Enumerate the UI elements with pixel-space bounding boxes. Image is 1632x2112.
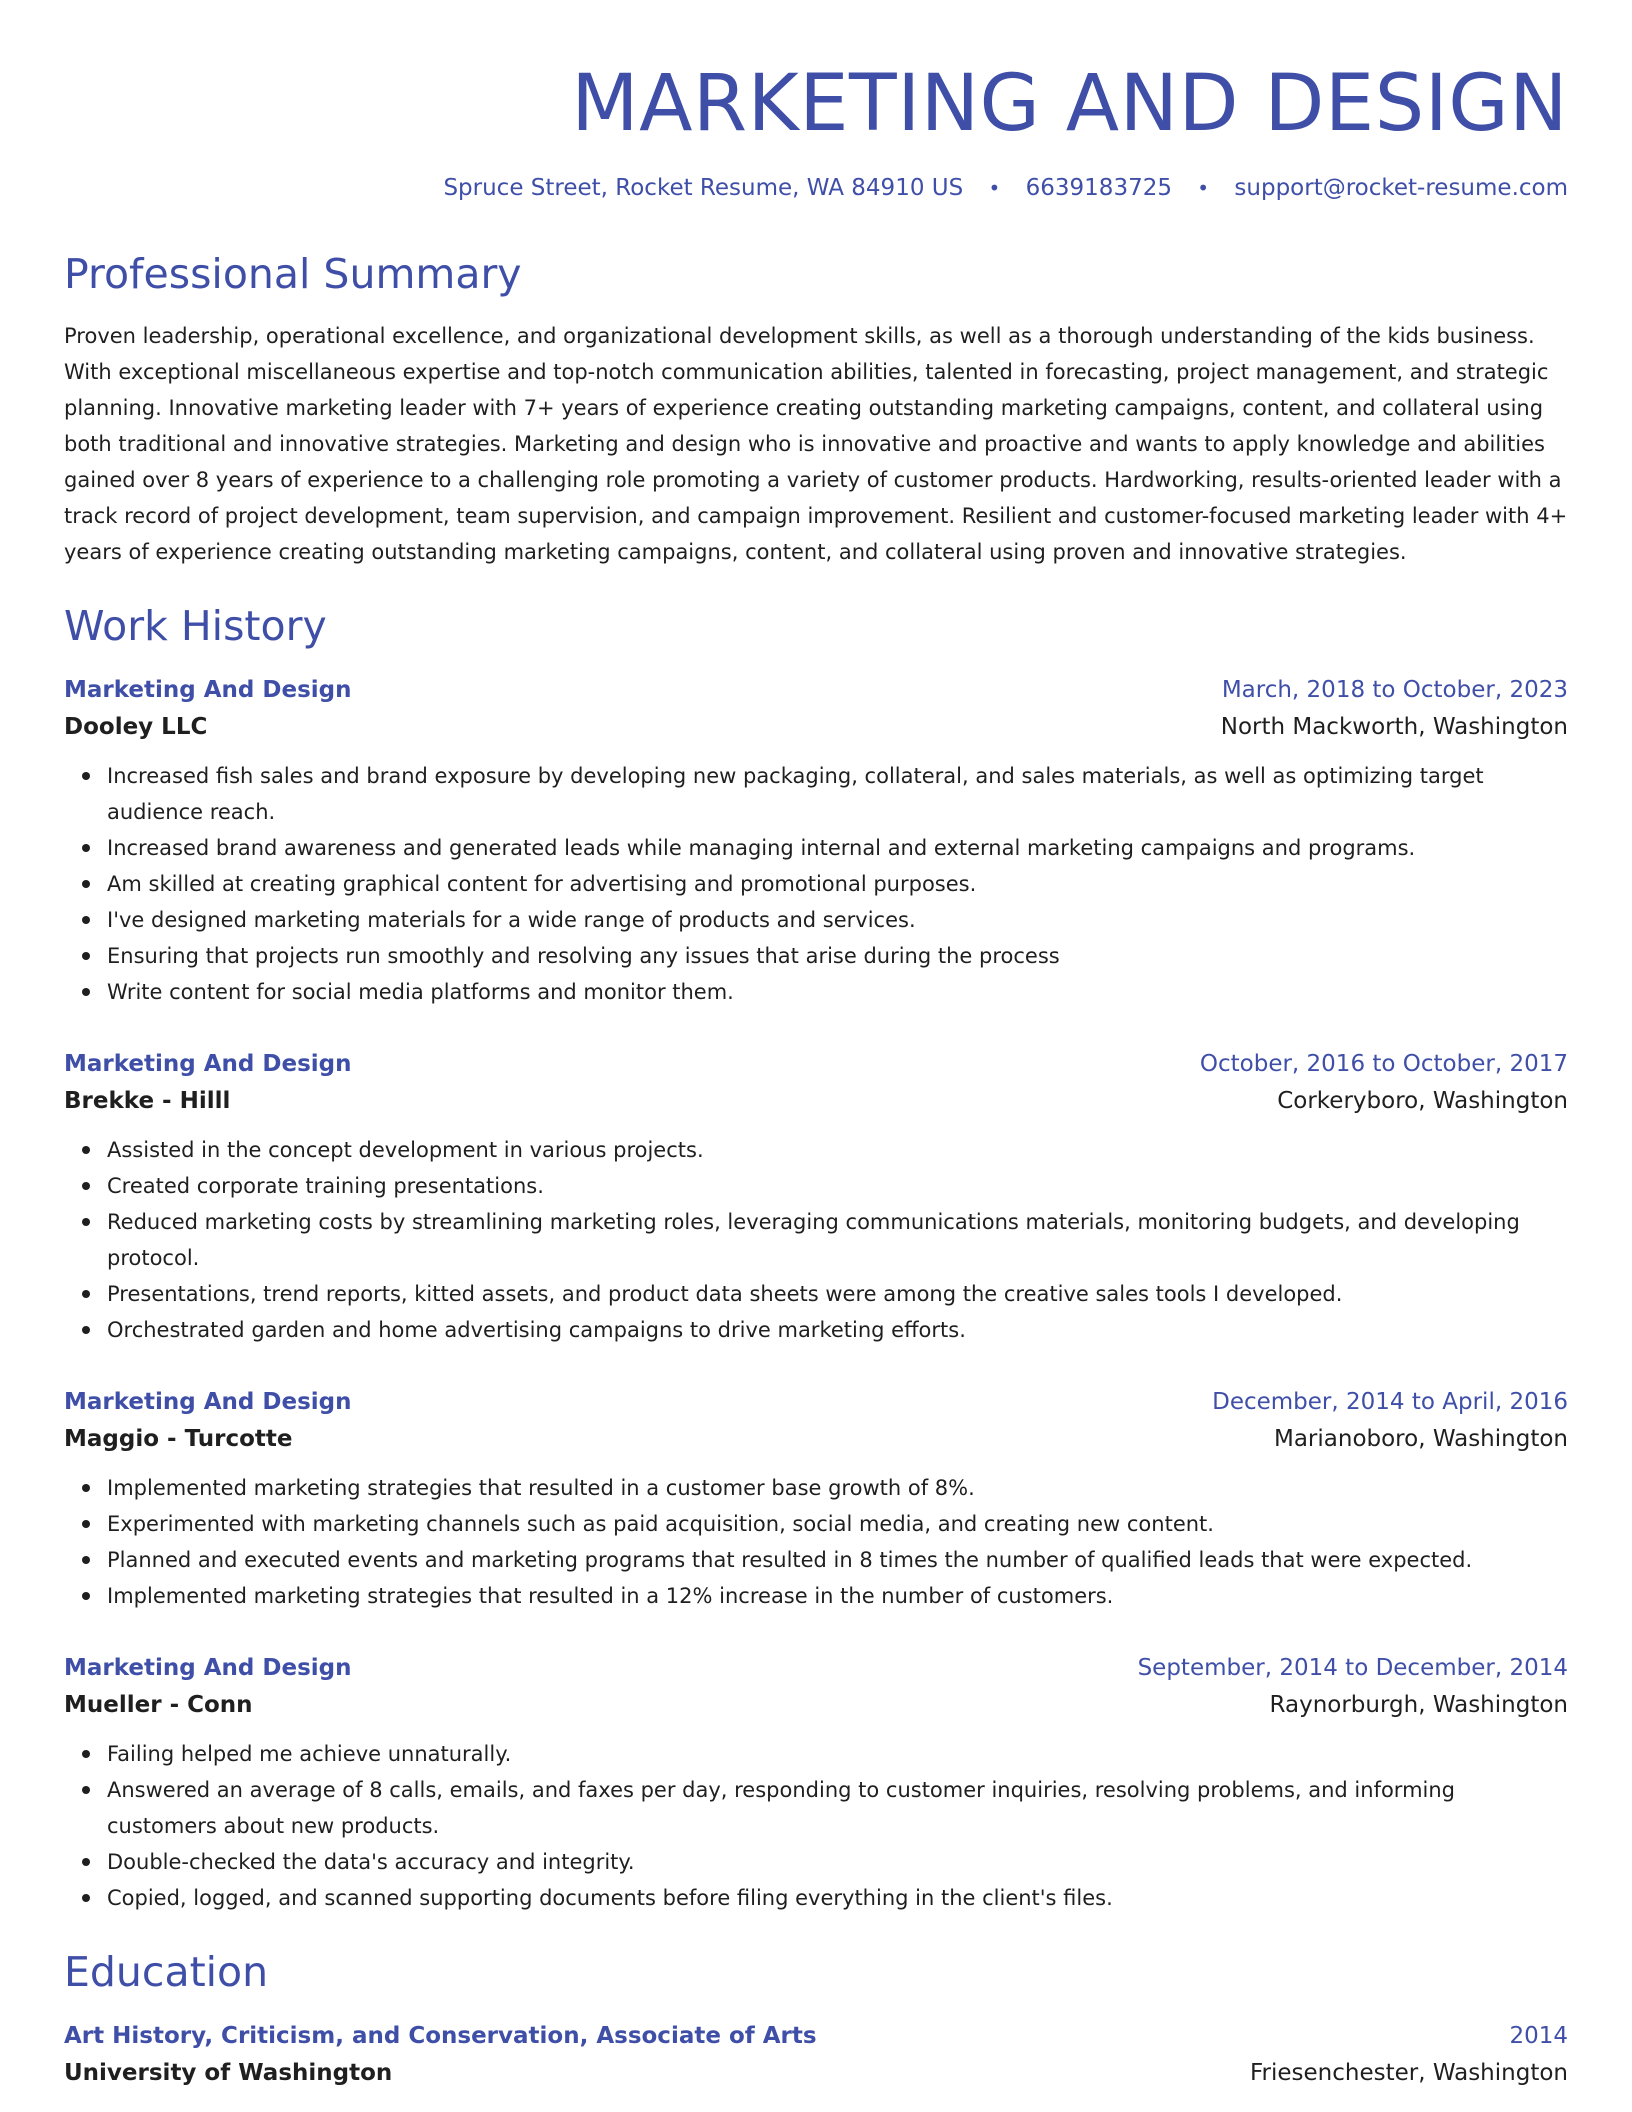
contact-address: Spruce Street, Rocket Resume, WA 84910 US [443,175,964,201]
job-dates: December, 2014 to April, 2016 [1212,1389,1568,1415]
education-degree: Art History, Criticism, and Conservation, Associate of Arts [64,2023,817,2049]
job-entry [64,1384,1568,1614]
job-bullets [64,758,1568,1010]
list-item: Assisted in the concept development in various projects. [107,1132,1568,1168]
summary-section [64,248,1568,570]
education-section [64,1946,1568,2092]
list-item: Ensuring that projects run smoothly and resolving any issues that arise during the process [107,938,1568,974]
contact-separator: • [1197,176,1210,200]
job-entry [64,672,1568,1010]
list-item: Created corporate training presentations. [107,1168,1568,1204]
section-title-education: Education [64,1948,269,1996]
list-item: Double-checked the data's accuracy and integrity. [107,1844,1568,1880]
list-item: Am skilled at creating graphical content for advertising and promotional purposes. [107,866,1568,902]
job-bullets [64,1132,1568,1348]
list-item: Planned and executed events and marketing programs that resulted in 8 times the number of qualified leads that were expected. [107,1542,1568,1578]
list-item: Write content for social media platforms and monitor them. [107,974,1568,1010]
section-title-work-history: Work History [64,602,327,650]
company-name: Dooley LLC [64,714,208,740]
contact-line [64,172,1568,204]
job-title: Marketing And Design [64,1389,352,1415]
list-item: Implemented marketing strategies that resulted in a 12% increase in the number of customers. [107,1578,1568,1614]
list-item: Implemented marketing strategies that resulted in a customer base growth of 8%. [107,1470,1568,1506]
education-location: Friesenchester, Washington [1249,2060,1568,2086]
job-location: Raynorburgh, Washington [1269,1692,1568,1718]
list-item: I've designed marketing materials for a wide range of products and services. [107,902,1568,938]
job-entry [64,1650,1568,1916]
job-bullets [64,1736,1568,1916]
company-name: Maggio - Turcotte [64,1426,293,1452]
school-name: University of Washington [64,2060,393,2086]
contact-phone: 6639183725 [1025,175,1172,201]
job-location: Corkeryboro, Washington [1277,1088,1568,1114]
section-title-summary: Professional Summary [64,250,522,298]
job-dates: September, 2014 to December, 2014 [1137,1655,1568,1681]
resume-header [64,56,1568,204]
list-item: Presentations, trend reports, kitted assets, and product data sheets were among the creative sales tools I developed. [107,1276,1568,1312]
job-location: Marianoboro, Washington [1273,1426,1568,1452]
job-dates: October, 2016 to October, 2017 [1199,1051,1568,1077]
list-item: Reduced marketing costs by streamlining marketing roles, leveraging communications materials, monitoring budgets, and developing protocol. [107,1204,1568,1276]
contact-separator: • [988,176,1001,200]
list-item: Failing helped me achieve unnaturally. [107,1736,1568,1772]
list-item: Increased fish sales and brand exposure by developing new packaging, collateral, and sales materials, as well as optimizing target audience reach. [107,758,1568,830]
job-dates: March, 2018 to October, 2023 [1221,677,1568,703]
list-item: Orchestrated garden and home advertising campaigns to drive marketing efforts. [107,1312,1568,1348]
contact-email: support@rocket-resume.com [1234,175,1568,201]
education-year: 2014 [1509,2023,1568,2049]
list-item: Copied, logged, and scanned supporting documents before filing everything in the client's files. [107,1880,1568,1916]
job-entry [64,1046,1568,1348]
education-entry [64,2018,1568,2092]
summary-text: Proven leadership, operational excellence, and organizational development skills, as well as a thorough understanding of the kids business. With exceptional miscellaneous expertise and top-notch communication abilities, talented in forecasting, project management, and strategic planning. Innovative marketing leader with 7+ years of experience creating outstanding marketing campaigns, content, and collateral using both traditional and innovative strategies. Marketing and design who is innovative and proactive and wants to apply knowledge and abilities gained over 8 years of experience to a challenging role promoting a variety of customer products. Hardworking, results-oriented leader with a track record of project development, team supervision, and campaign improvement. Resilient and customer-focused marketing leader with 4+ years of experience creating outstanding marketing campaigns, content, and collateral using proven and innovative strategies. [64,324,1568,564]
list-item: Increased brand awareness and generated leads while managing internal and external marketing campaigns and programs. [107,830,1568,866]
job-title: Marketing And Design [64,1655,352,1681]
job-title: Marketing And Design [64,1051,352,1077]
company-name: Mueller - Conn [64,1692,253,1718]
job-bullets [64,1470,1568,1614]
job-title: Marketing And Design [64,677,352,703]
work-history-section [64,600,1568,1916]
company-name: Brekke - Hilll [64,1088,231,1114]
list-item: Answered an average of 8 calls, emails, and faxes per day, responding to customer inquiries, resolving problems, and informing customers about new products. [107,1772,1568,1844]
candidate-name: MARKETING AND DESIGN [571,59,1568,149]
job-location: North Mackworth, Washington [1220,714,1568,740]
list-item: Experimented with marketing channels such as paid acquisition, social media, and creating new content. [107,1506,1568,1542]
